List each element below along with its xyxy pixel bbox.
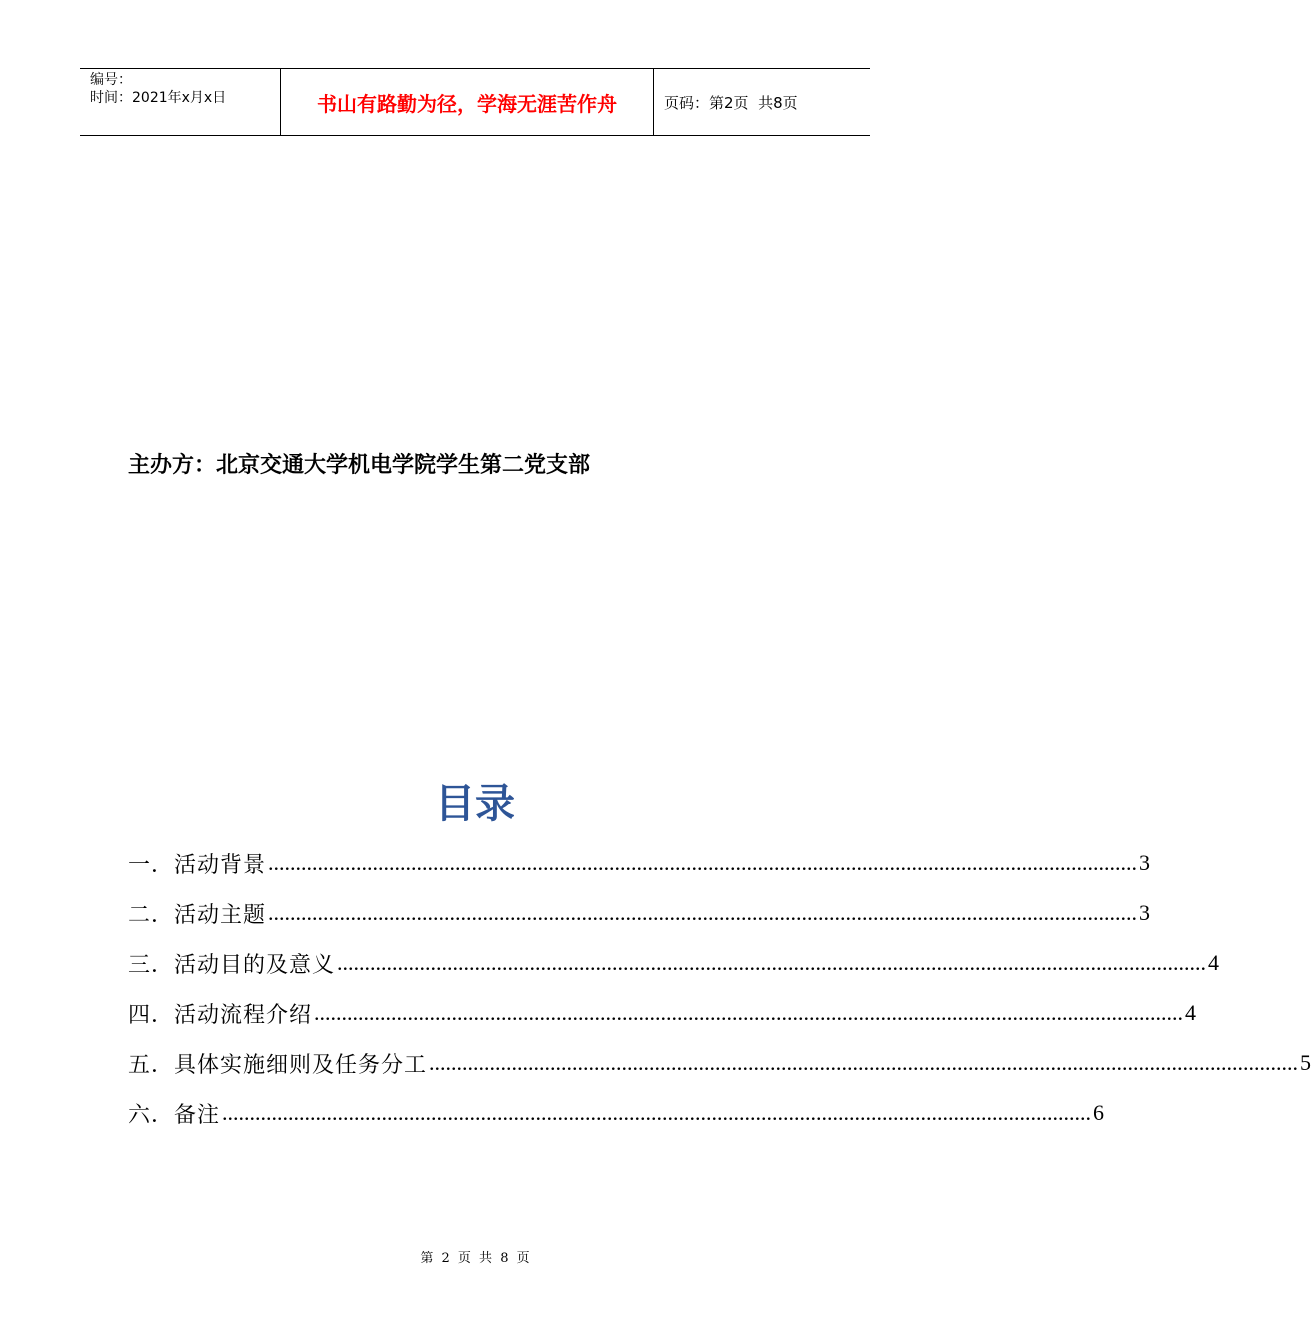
table-of-contents [128,838,1311,1138]
header-motto: 书山有路勤为径，学海无涯苦作舟 [281,69,654,135]
toc-entry-page: 4 [1185,1000,1197,1025]
toc-entry-number: 二． [128,902,175,928]
header-page-info: 页码：第2页 共8页 [664,93,798,112]
toc-title: 目录 [435,781,515,827]
toc-entry-page: 6 [1093,1100,1105,1125]
toc-entry-page: 3 [1139,900,1151,925]
toc-entry-title: 具体实施细则及任务分工 [174,1052,428,1078]
toc-entry-number: 三． [128,952,175,978]
toc-entry[interactable] [128,988,1197,1038]
toc-entry-title: 活动背景 [174,852,267,878]
toc-entry-page: 4 [1208,950,1220,975]
document-date-label: 时间：2021年x月x日 [90,90,227,106]
toc-entry[interactable] [128,838,1151,888]
page-header [80,68,870,136]
toc-dot-leader: .............................................................................................................................................................. [268,850,1138,875]
toc-entry-title: 备注 [174,1102,221,1128]
header-meta-cell [80,69,281,135]
toc-entry[interactable] [128,1088,1105,1138]
toc-entry-title: 活动主题 [174,902,267,928]
toc-entry-page: 3 [1139,850,1151,875]
toc-entry[interactable] [128,888,1151,938]
toc-entry[interactable] [128,938,1220,988]
toc-entry-number: 六． [128,1102,175,1128]
toc-dot-leader: .............................................................................................................................................................. [268,900,1138,925]
toc-dot-leader: .............................................................................................................................................................. [429,1050,1299,1075]
toc-dot-leader: .............................................................................................................................................................. [337,950,1207,975]
toc-dot-leader: .............................................................................................................................................................. [314,1000,1184,1025]
toc-entry[interactable] [128,1038,1311,1088]
page-footer: 第 2 页 共 8 页 [420,1251,530,1266]
toc-entry-number: 五． [128,1052,175,1078]
toc-entry-number: 一． [128,852,175,878]
toc-dot-leader: .............................................................................................................................................................. [222,1100,1092,1125]
organizer-line: 主办方：北京交通大学机电学院学生第二党支部 [128,453,591,478]
toc-entry-title: 活动流程介绍 [174,1002,313,1028]
toc-entry-page: 5 [1300,1050,1311,1075]
toc-entry-number: 四． [128,1002,175,1028]
document-number-label: 编号： [90,72,132,88]
toc-entry-title: 活动目的及意义 [174,952,336,978]
